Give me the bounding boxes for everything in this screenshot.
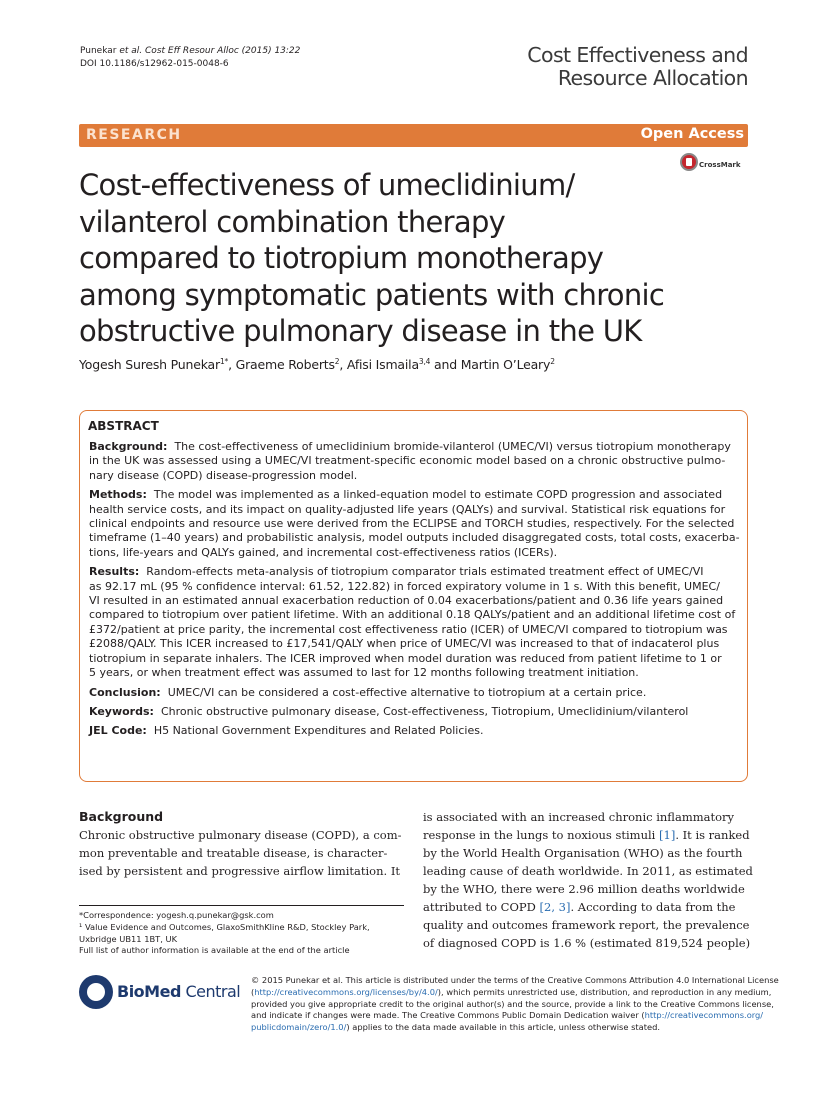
body-line: leading cause of death worldwide. In 2011, as estimated xyxy=(423,864,753,878)
abstract-methods: Methods: The model was implemented as a linked-equation model to estimate COPD progression and associated health service costs, and its impact on quality-adjusted life years (QALYs) and survival. Statistical risk equations for clinical endpoints and resource use were derived from the ECLIPSE and TORCH studies, respectively. For the selected timeframe (1–40 years) and probabilistic analysis, model outputs included disaggregated costs, total costs, exacerba- tions, life-years and QALYs gained, and incremental cost-effectiveness ratios (ICERs). xyxy=(89,488,740,559)
body-line: mon preventable and treatable disease, is character- xyxy=(79,846,388,860)
affiliation: Uxbridge UB11 1BT, UK xyxy=(79,933,178,944)
abstract-keywords: Keywords: Chronic obstructive pulmonary disease, Cost-effectiveness, Tiotropium, Umeclidinium/vilanterol xyxy=(89,704,689,718)
section-bar xyxy=(79,124,748,147)
body-line: ised by persistent and progressive airflow limitation. It xyxy=(79,864,400,878)
body-line: Chronic obstructive pulmonary disease (COPD), a com- xyxy=(79,828,402,842)
abstract-jel-code: JEL Code: H5 National Government Expenditures and Related Policies. xyxy=(89,724,484,738)
citation-link[interactable]: [2, 3] xyxy=(539,900,571,914)
body-line: response in the lungs to noxious stimuli [1]. It is ranked xyxy=(423,828,750,842)
author-info-note: Full list of author information is available at the end of the article xyxy=(79,945,350,956)
license-link[interactable]: http://creativecommons.org/licenses/by/4.0/ xyxy=(254,986,438,997)
author-list: Yogesh Suresh Punekar$^{1*}$, Graeme Roberts$^2$, Afisi Ismaila$^{3,4}$ and Martin O’Leary$^2$ xyxy=(79,357,555,373)
affiliation: ¹ Value Evidence and Outcomes, GlaxoSmithKline R&D, Stockley Park, xyxy=(79,921,370,932)
abstract-results: Results: Random-effects meta-analysis of tiotropium comparator trials estimated treatment effect of UMEC/VI as 92.17 mL (95 % confidence interval: 61.52, 122.82) in forced expiratory volume in 1 s. With this benefit, UMEC/ VI resulted in an estimated annual exacerbation reduction of 0.04 exacerbations/patient and 0.36 life years gained compared to tiotropium over patient lifetime. With an additional 0.18 QALYs/patient and an additional lifetime cost of £372/patient at price parity, the incremental cost effectiveness ratio (ICER) of UMEC/VI compared to tiotropium was £2088/QALY. This ICER increased to £17,541/QALY when price of UMEC/VI was increased to that of indacaterol plus tiotropium in separate inhalers. The ICER improved when model duration was reduced from patient lifetime to 1 or 5 years, or when treatment effect was assumed to last for 12 months following treatment initiation. xyxy=(89,565,736,680)
section-heading-background: Background xyxy=(79,809,164,824)
abstract-body xyxy=(89,440,739,744)
publisher-name: BioMed Central xyxy=(117,982,241,1001)
body-line: by the World Health Organisation (WHO) as the fourth xyxy=(423,846,743,860)
author-name[interactable]: Yogesh Suresh Punekar xyxy=(79,357,220,373)
body-line: of diagnosed COPD is 1.6 % (estimated 819,524 people) xyxy=(423,936,751,950)
license-link[interactable]: http://creativecommons.org/ xyxy=(644,1010,764,1021)
footnotes xyxy=(79,910,370,957)
body-line: attributed to COPD [2, 3]. According to data from the xyxy=(423,900,736,914)
doi: DOI 10.1186/s12962-015-0048-6 xyxy=(80,59,229,69)
body-right-column xyxy=(423,808,753,952)
biomed-central-logo[interactable] xyxy=(79,975,239,1015)
footnote-divider xyxy=(79,905,404,906)
body-line: is associated with an increased chronic inflammatory xyxy=(423,810,735,824)
abstract-background: Background: The cost-effectiveness of umeclidinium bromide-vilanterol (UMEC/VI) versus tiotropium monotherapy in the UK was assessed using a UMEC/VI treatment-specific economic model based on a chronic obstructive pulmo- nary disease (COPD) disease-progression model. xyxy=(89,440,731,482)
citation-link[interactable]: [1] xyxy=(659,828,676,842)
journal-name: Cost Effectiveness and Resource Allocation xyxy=(527,43,748,90)
correspondence[interactable]: *Correspondence: yogesh.q.punekar@gsk.com xyxy=(79,910,274,920)
crossmark-label: CrossMark xyxy=(699,161,741,169)
abstract-conclusion: Conclusion: UMEC/VI can be considered a cost-effective alternative to tiotropium at a certain price. xyxy=(89,685,647,699)
license-link[interactable]: publicdomain/zero/1.0/ xyxy=(251,1022,347,1033)
open-access-badge: Open Access xyxy=(640,126,744,142)
biomed-central-logo-icon xyxy=(79,975,113,1009)
abstract-heading: ABSTRACT xyxy=(88,419,159,433)
body-left-column xyxy=(79,808,404,880)
license-text: © 2015 Punekar et al. This article is distributed under the terms of the Creative Commons Attribution 4.0 International License (http://creativecommons.org/licenses/by/4.0/), which permits unrestricted use, distribution, and reproduction in any medium, provided you give appropriate credit to the original author(s) and the source, provide a link to the Creative Commons license, and indicate if changes were made. The Creative Commons Public Domain Dedication waiver (http://creativecommons.org/ publicdomain/zero/1.0/) applies to the data made available in this article, unless otherwise stated. xyxy=(251,975,779,1033)
article-title: Cost-effectiveness of umeclidinium/ vilanterol combination therapy compared to tiotropium monotherapy among symptomatic patients with chronic obstructive pulmonary disease in the UK xyxy=(79,168,665,348)
citation-block xyxy=(80,45,300,71)
author-name[interactable]: and Martin O’Leary xyxy=(430,357,551,373)
citation-line: Punekar et al. Cost Eff Resour Alloc (2015) 13:22 xyxy=(80,46,301,56)
section-label: RESEARCH xyxy=(86,127,182,143)
author-name[interactable]: , Afisi Ismaila xyxy=(339,357,419,373)
body-line: by the WHO, there were 2.96 million deaths worldwide xyxy=(423,882,745,896)
author-name[interactable]: , Graeme Roberts xyxy=(228,357,335,373)
abstract-box xyxy=(79,410,748,782)
body-line: quality and outcomes framework report, the prevalence xyxy=(423,918,750,932)
